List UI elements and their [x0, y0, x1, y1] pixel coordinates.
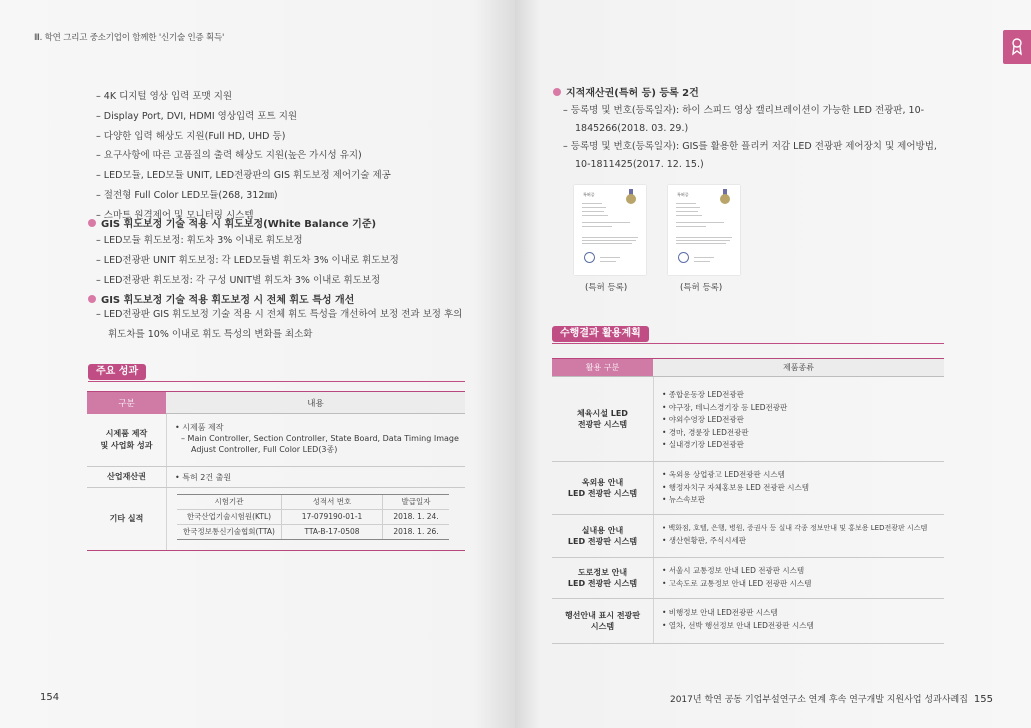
section1-list — [96, 231, 399, 290]
intro-feature-list — [96, 87, 391, 226]
row-label: 산업재산권 — [87, 467, 167, 487]
list-item: – LED모듈, LED모듈 UNIT, LED전광판의 GIS 휘도보정 제어기술 제공 — [96, 166, 391, 186]
bullet-dot-icon — [553, 88, 561, 96]
bullet-dot-icon — [88, 219, 96, 227]
results-section-label: 주요 성과 — [88, 364, 146, 380]
row-label: 실내용 안내 LED 전광판 시스템 — [552, 515, 654, 557]
list-item: – Display Port, DVI, HDMI 영상입력 포트 지원 — [96, 107, 391, 127]
patent-certificate-image — [574, 185, 646, 275]
left-page — [0, 0, 515, 728]
sub-header-cell: 시험기관 — [177, 495, 282, 509]
product-item: • 뉴스속보판 — [662, 495, 706, 504]
sub-table-row — [177, 524, 449, 539]
results-table — [87, 391, 465, 551]
patent-2-line: – 등록명 및 번호(등록일자): GIS를 활용한 플리커 저감 LED 전광판 제어장치 및 제어방법, — [563, 141, 937, 152]
page-footer — [670, 692, 993, 705]
plan-section-label: 수행결과 활용계획 — [552, 326, 649, 342]
sub-header-cell: 발급일자 — [401, 497, 431, 506]
row-text: • 시제품 제작 — [175, 423, 224, 432]
table-header-cell: 구분 — [87, 392, 166, 414]
sub-cell: 2018. 1. 24. — [393, 512, 439, 521]
bullet-dot-icon — [88, 295, 96, 303]
row-label: 체육시설 LED 전광판 시스템 — [552, 377, 654, 461]
sub-table-row — [177, 509, 449, 524]
certificate-caption: (특허 등록) — [680, 283, 723, 293]
list-item: – LED전광판 GIS 휘도보정 기술 적용 시 전체 휘도 특성을 개선하여 보정 전과 보정 후의 — [96, 305, 462, 325]
list-item: – 요구사항에 따른 고품질의 출력 해상도 지원(높은 가시성 유지) — [96, 146, 391, 166]
patent-certificate-image — [668, 185, 740, 275]
table-row — [87, 414, 465, 467]
section-divider — [88, 381, 465, 382]
section-heading — [88, 215, 376, 230]
list-item: – LED전광판 UNIT 휘도보정: 각 LED모듈별 휘도차 3% 이내로 휘도보정 — [96, 251, 399, 271]
product-item: • 종합운동장 LED전광판 — [662, 390, 744, 399]
product-item: • 실내경기장 LED전광판 — [662, 440, 744, 449]
section-heading — [88, 291, 354, 306]
table-row — [87, 488, 465, 551]
bookmark-icon — [1009, 37, 1025, 57]
section-title: GIS 휘도보정 기술 적용 시 휘도보정(White Balance 기준) — [101, 219, 377, 230]
product-item: • 고속도로 교통정보 안내 LED 전광판 시스템 — [662, 578, 812, 588]
patent-1-line: 1845266(2018. 03. 29.) — [575, 123, 689, 134]
product-item: • 행정자치구 자체홍보용 LED 전광판 시스템 — [662, 482, 809, 492]
product-item: • 백화점, 호텔, 은행, 병원, 증권사 등 실내 각종 정보안내 및 홍보용 LED전광판 시스템 — [662, 524, 928, 532]
sub-header-cell: 성적서 번호 — [282, 495, 383, 509]
list-item: – 다양한 입력 해상도 지원(Full HD, UHD 등) — [96, 127, 391, 147]
table-row — [552, 598, 944, 643]
certificate-caption: (특허 등록) — [585, 283, 628, 293]
medal-icon — [626, 189, 636, 199]
row-text: Adjust Controller, Full Color LED(3종) — [191, 445, 338, 454]
certificate-title: 특허증 — [583, 192, 595, 197]
sub-cell: TTA-B-17-0508 — [282, 525, 383, 539]
row-content — [654, 515, 944, 557]
list-item: – LED모듈 휘도보정: 휘도차 3% 이내로 휘도보정 — [96, 231, 399, 251]
table-header-cell: 내용 — [166, 392, 465, 414]
page-number: 155 — [973, 694, 993, 705]
product-item: • 옥외용 상업광고 LED전광판 시스템 — [662, 470, 785, 479]
footer-title: 2017년 학연 공동 기업부설연구소 연계 후속 연구개발 지원사업 성과사례집 — [669, 695, 968, 705]
section2-list — [96, 305, 462, 345]
patent-title: 지적재산권(특허 등) 등록 2건 — [566, 88, 699, 99]
table-row — [552, 557, 944, 598]
sub-cell: 한국정보통신기술협회(TTA) — [177, 525, 282, 539]
list-item: – LED전광판 휘도보정: 각 구성 UNIT별 휘도차 3% 이내로 휘도보정 — [96, 271, 399, 291]
product-item: • 비행정보 안내 LED전광판 시스템 — [662, 608, 778, 617]
list-item: – 스마트 원격제어 및 모니터링 시스템 — [96, 206, 391, 226]
sub-cell: 한국산업기술시험원(KTL) — [177, 510, 282, 524]
utilization-table — [552, 358, 944, 644]
product-item: • 생산현황판, 주식시세판 — [662, 535, 747, 545]
patent-2-line: 10-1811425(2017. 12. 15.) — [575, 159, 704, 170]
table-header — [87, 391, 465, 414]
table-row — [552, 461, 944, 514]
seal-icon — [584, 252, 595, 263]
table-row — [87, 467, 465, 488]
row-content — [654, 558, 944, 598]
row-label: 기타 실적 — [87, 488, 167, 550]
row-text: • 특허 2건 출원 — [175, 472, 232, 482]
table-row — [552, 376, 944, 461]
list-item-continued: 휘도차를 10% 이내로 휘도 특성의 변화를 최소화 — [108, 328, 313, 340]
seal-icon — [678, 252, 689, 263]
product-item: • 열차, 선박 행선정보 안내 LED전광판 시스템 — [662, 620, 814, 630]
sub-cell: 2018. 1. 26. — [393, 527, 439, 536]
product-item: • 야구장, 테니스경기장 등 LED전광판 — [662, 402, 788, 412]
product-item: • 서울시 교통정보 안내 LED 전광판 시스템 — [662, 566, 805, 575]
row-content — [654, 462, 944, 514]
section-title: GIS 휘도보정 기술 적용 휘도보정 시 전체 휘도 특성 개선 — [101, 295, 355, 306]
product-item: • 경마, 경륜장 LED전광판 — [662, 427, 749, 437]
row-content — [167, 488, 465, 550]
page-number: 154 — [40, 692, 60, 703]
chapter-header: Ⅲ. 학연 그리고 중소기업이 함께한 '신기술 인증 획득' — [34, 33, 225, 43]
table-header-cell: 활용 구분 — [552, 359, 653, 376]
table-header — [552, 358, 944, 376]
row-content — [654, 599, 944, 643]
product-item: • 야외수영장 LED전광판 — [662, 415, 744, 424]
row-label: 행선안내 표시 전광판 시스템 — [552, 599, 654, 643]
table-bottom-rule — [552, 643, 944, 644]
list-item: – 4K 디지털 영상 입력 포맷 지원 — [96, 87, 391, 107]
sub-cell: 17-079190-01-1 — [282, 510, 383, 524]
certificate-title: 특허증 — [677, 192, 689, 197]
patent-heading — [553, 84, 699, 99]
row-content — [654, 377, 944, 461]
row-label: 옥외용 안내 LED 전광판 시스템 — [552, 462, 654, 514]
row-content — [167, 414, 465, 466]
section-divider — [552, 343, 944, 344]
table-header-cell: 제품종류 — [653, 359, 944, 376]
sub-table-header — [177, 495, 449, 509]
row-text: – Main Controller, Section Controller, State Board, Data Timing Image — [181, 434, 459, 443]
table-row — [552, 514, 944, 557]
test-report-table — [177, 494, 449, 540]
chapter-tab — [1003, 30, 1031, 64]
medal-icon — [720, 189, 730, 199]
list-item: – 절전형 Full Color LED모듈(268, 312㎜) — [96, 186, 391, 206]
row-label: 도로정보 안내 LED 전광판 시스템 — [552, 558, 654, 598]
patent-1-line: – 등록명 및 번호(등록일자): 하이 스피드 영상 캘리브레이션이 가능한 LED 전광판, 10- — [563, 105, 925, 116]
row-label: 시제품 제작 및 사업화 성과 — [87, 414, 167, 466]
